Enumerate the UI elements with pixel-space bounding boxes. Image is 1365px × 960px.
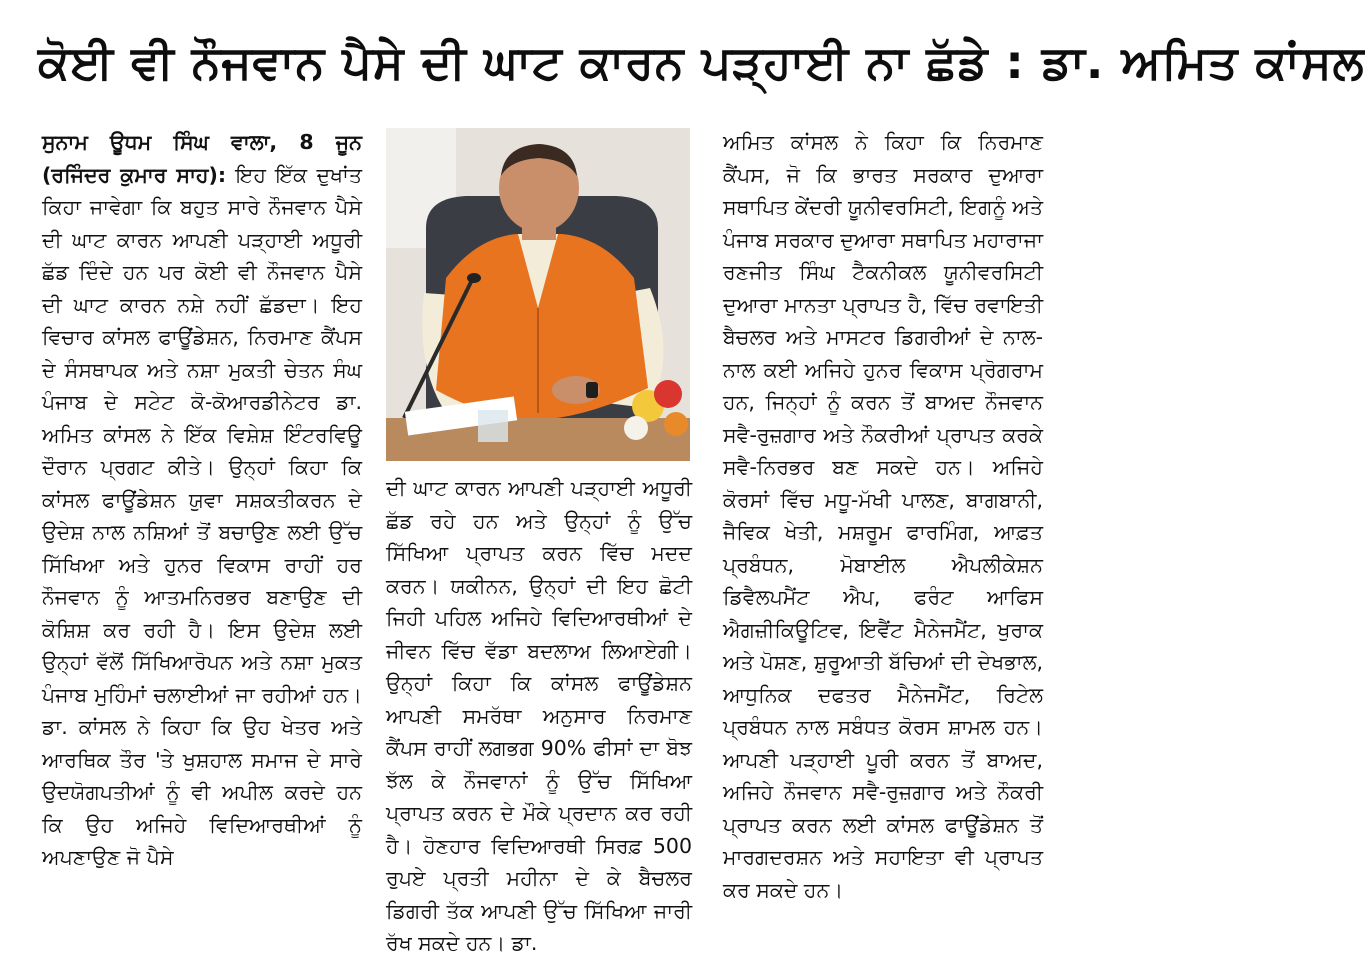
article-column-3 xyxy=(723,126,1043,948)
microphone-head xyxy=(467,273,481,283)
column-3-text: ਅਮਿਤ ਕਾਂਸਲ ਨੇ ਕਿਹਾ ਕਿ ਨਿਰਮਾਣ ਕੈਂਪਸ, ਜੋ ਕਿ ਭਾਰਤ ਸਰਕਾਰ ਦੁਆਰਾ ਸਥਾਪਿਤ ਕੇਂਦਰੀ ਯੂਨੀਵਰਸਿਟੀ, ਇਗਨੂੰ ਅਤੇ ਪੰਜਾਬ ਸਰਕਾਰ ਦੁਆਰਾ ਸਥਾਪਿਤ ਮਹਾਰਾਜਾ ਰਣਜੀਤ ਸਿੰਘ ਟੈਕਨੀਕਲ ਯੂਨੀਵਰਸਿਟੀ ਦੁਆਰਾ ਮਾਨਤਾ ਪ੍ਰਾਪਤ ਹੈ, ਵਿੱਚ ਰਵਾਇਤੀ ਬੈਚਲਰ ਅਤੇ ਮਾਸਟਰ ਡਿਗਰੀਆਂ ਦੇ ਨਾਲ-ਨਾਲ ਕਈ ਅਜਿਹੇ ਹੁਨਰ ਵਿਕਾਸ ਪ੍ਰੋਗਰਾਮ ਹਨ, ਜਿਨ੍ਹਾਂ ਨੂੰ ਕਰਨ ਤੋਂ ਬਾਅਦ ਨੌਜਵਾਨ ਸਵੈ-ਰੁਜ਼ਗਾਰ ਅਤੇ ਨੌਕਰੀਆਂ ਪ੍ਰਾਪਤ ਕਰਕੇ ਸਵੈ-ਨਿਰਭਰ ਬਣ ਸਕਦੇ ਹਨ। ਅਜਿਹੇ ਕੋਰਸਾਂ ਵਿੱਚ ਮਧੂ-ਮੱਖੀ ਪਾਲਣ, ਬਾਗਬਾਨੀ, ਜੈਵਿਕ ਖੇਤੀ, ਮਸ਼ਰੂਮ ਫਾਰਮਿੰਗ, ਆਫ਼ਤ ਪ੍ਰਬੰਧਨ, ਮੋਬਾਈਲ ਐਪਲੀਕੇਸ਼ਨ ਡਿਵੈਲਪਮੈਂਟ ਐਪ, ਫਰੰਟ ਆਫਿਸ ਐਗਜ਼ੀਕਿਊਟਿਵ, ਇਵੈਂਟ ਮੈਨੇਜਮੈਂਟ, ਖੁਰਾਕ ਅਤੇ ਪੋਸ਼ਣ, ਸ਼ੁਰੂਆਤੀ ਬੱਚਿਆਂ ਦੀ ਦੇਖਭਾਲ, ਆਧੁਨਿਕ ਦਫਤਰ ਮੈਨੇਜਮੈਂਟ, ਰਿਟੇਲ ਪ੍ਰਬੰਧਨ ਨਾਲ ਸਬੰਧਤ ਕੋਰਸ ਸ਼ਾਮਲ ਹਨ। ਆਪਣੀ ਪੜ੍ਹਾਈ ਪੂਰੀ ਕਰਨ ਤੋਂ ਬਾਅਦ, ਅਜਿਹੇ ਨੌਜਵਾਨ ਸਵੈ-ਰੁਜ਼ਗਾਰ ਅਤੇ ਨੌਕਰੀ ਪ੍ਰਾਪਤ ਕਰਨ ਲਈ ਕਾਂਸਲ ਫਾਊਂਡੇਸ਼ਨ ਤੋਂ ਮਾਰਗਦਰਸ਼ਨ ਅਤੇ ਸਹਾਇਤਾ ਵੀ ਪ੍ਰਾਪਤ ਕਰ ਸਕਦੇ ਹਨ। xyxy=(723,130,1043,902)
flower-red xyxy=(654,380,682,408)
water-glass xyxy=(478,410,508,442)
dateline: ਸੁਨਾਮ ਊਧਮ ਸਿੰਘ ਵਾਲਾ, 8 ਜੂਨ (ਰਜਿੰਦਰ ਕੁਮਾਰ ਸਾਹ): xyxy=(42,130,362,187)
portrait-photo xyxy=(386,128,690,461)
portrait-illustration xyxy=(386,128,690,461)
wristwatch xyxy=(586,382,598,398)
flower-orange xyxy=(664,412,688,436)
flower-white xyxy=(624,416,648,440)
article-column-2 xyxy=(386,472,692,955)
column-2-text: ਦੀ ਘਾਟ ਕਾਰਨ ਆਪਣੀ ਪੜ੍ਹਾਈ ਅਧੂਰੀ ਛੱਡ ਰਹੇ ਹਨ ਅਤੇ ਉਨ੍ਹਾਂ ਨੂੰ ਉੱਚ ਸਿੱਖਿਆ ਪ੍ਰਾਪਤ ਕਰਨ ਵਿੱਚ ਮਦਦ ਕਰਨ। ਯਕੀਨਨ, ਉਨ੍ਹਾਂ ਦੀ ਇਹ ਛੋਟੀ ਜਿਹੀ ਪਹਿਲ ਅਜਿਹੇ ਵਿਦਿਆਰਥੀਆਂ ਦੇ ਜੀਵਨ ਵਿੱਚ ਵੱਡਾ ਬਦਲਾਅ ਲਿਆਏਗੀ। ਉਨ੍ਹਾਂ ਕਿਹਾ ਕਿ ਕਾਂਸਲ ਫਾਊਂਡੇਸ਼ਨ ਆਪਣੀ ਸਮਰੱਥਾ ਅਨੁਸਾਰ ਨਿਰਮਾਣ ਕੈਂਪਸ ਰਾਹੀਂ ਲਗਭਗ 90% ਫੀਸਾਂ ਦਾ ਬੋਝ ਝੱਲ ਕੇ ਨੌਜਵਾਨਾਂ ਨੂੰ ਉੱਚ ਸਿੱਖਿਆ ਪ੍ਰਾਪਤ ਕਰਨ ਦੇ ਮੌਕੇ ਪ੍ਰਦਾਨ ਕਰ ਰਹੀ ਹੈ। ਹੋਣਹਾਰ ਵਿਦਿਆਰਥੀ ਸਿਰਫ਼ 500 ਰੁਪਏ ਪ੍ਰਤੀ ਮਹੀਨਾ ਦੇ ਕੇ ਬੈਚਲਰ ਡਿਗਰੀ ਤੱਕ ਆਪਣੀ ਉੱਚ ਸਿੱਖਿਆ ਜਾਰੀ ਰੱਖ ਸਕਦੇ ਹਨ। ਡਾ. xyxy=(386,476,692,955)
headline: ਕੋਈ ਵੀ ਨੌਜਵਾਨ ਪੈਸੇ ਦੀ ਘਾਟ ਕਾਰਨ ਪੜ੍ਹਾਈ ਨਾ ਛੱਡੇ : ਡਾ. ਅਮਿਤ ਕਾਂਸਲ xyxy=(38,35,1365,89)
article-column-1 xyxy=(42,126,362,948)
column-1-text: ਇਹ ਇੱਕ ਦੁਖਾਂਤ ਕਿਹਾ ਜਾਵੇਗਾ ਕਿ ਬਹੁਤ ਸਾਰੇ ਨੌਜਵਾਨ ਪੈਸੇ ਦੀ ਘਾਟ ਕਾਰਨ ਆਪਣੀ ਪੜ੍ਹਾਈ ਅਧੂਰੀ ਛੱਡ ਦਿੰਦੇ ਹਨ ਪਰ ਕੋਈ ਵੀ ਨੌਜਵਾਨ ਪੈਸੇ ਦੀ ਘਾਟ ਕਾਰਨ ਨਸ਼ੇ ਨਹੀਂ ਛੱਡਦਾ। ਇਹ ਵਿਚਾਰ ਕਾਂਸਲ ਫਾਊਂਡੇਸ਼ਨ, ਨਿਰਮਾਣ ਕੈਂਪਸ ਦੇ ਸੰਸਥਾਪਕ ਅਤੇ ਨਸ਼ਾ ਮੁਕਤੀ ਚੇਤਨ ਸੰਘ ਪੰਜਾਬ ਦੇ ਸਟੇਟ ਕੋ-ਕੋਆਰਡੀਨੇਟਰ ਡਾ. ਅਮਿਤ ਕਾਂਸਲ ਨੇ ਇੱਕ ਵਿਸ਼ੇਸ਼ ਇੰਟਰਵਿਊ ਦੌਰਾਨ ਪ੍ਰਗਟ ਕੀਤੇ। ਉਨ੍ਹਾਂ ਕਿਹਾ ਕਿ ਕਾਂਸਲ ਫਾਊਂਡੇਸ਼ਨ ਯੁਵਾ ਸਸ਼ਕਤੀਕਰਨ ਦੇ ਉਦੇਸ਼ ਨਾਲ ਨਸ਼ਿਆਂ ਤੋਂ ਬਚਾਉਣ ਲਈ ਉੱਚ ਸਿੱਖਿਆ ਅਤੇ ਹੁਨਰ ਵਿਕਾਸ ਰਾਹੀਂ ਹਰ ਨੌਜਵਾਨ ਨੂੰ ਆਤਮਨਿਰਭਰ ਬਣਾਉਣ ਦੀ ਕੋਸ਼ਿਸ਼ ਕਰ ਰਹੀ ਹੈ। ਇਸ ਉਦੇਸ਼ ਲਈ ਉਨ੍ਹਾਂ ਵੱਲੋਂ ਸਿੱਖਿਆਰੋਪਨ ਅਤੇ ਨਸ਼ਾ ਮੁਕਤ ਪੰਜਾਬ ਮੁਹਿੰਮਾਂ ਚਲਾਈਆਂ ਜਾ ਰਹੀਆਂ ਹਨ। ਡਾ. ਕਾਂਸਲ ਨੇ ਕਿਹਾ ਕਿ ਉਹ ਖੇਤਰ ਅਤੇ ਆਰਥਿਕ ਤੌਰ 'ਤੇ ਖੁਸ਼ਹਾਲ ਸਮਾਜ ਦੇ ਸਾਰੇ ਉਦਯੋਗਪਤੀਆਂ ਨੂੰ ਵੀ ਅਪੀਲ ਕਰਦੇ ਹਨ ਕਿ ਉਹ ਅਜਿਹੇ ਵਿਦਿਆਰਥੀਆਂ ਨੂੰ ਅਪਣਾਉਣ ਜੋ ਪੈਸੇ xyxy=(42,162,362,869)
